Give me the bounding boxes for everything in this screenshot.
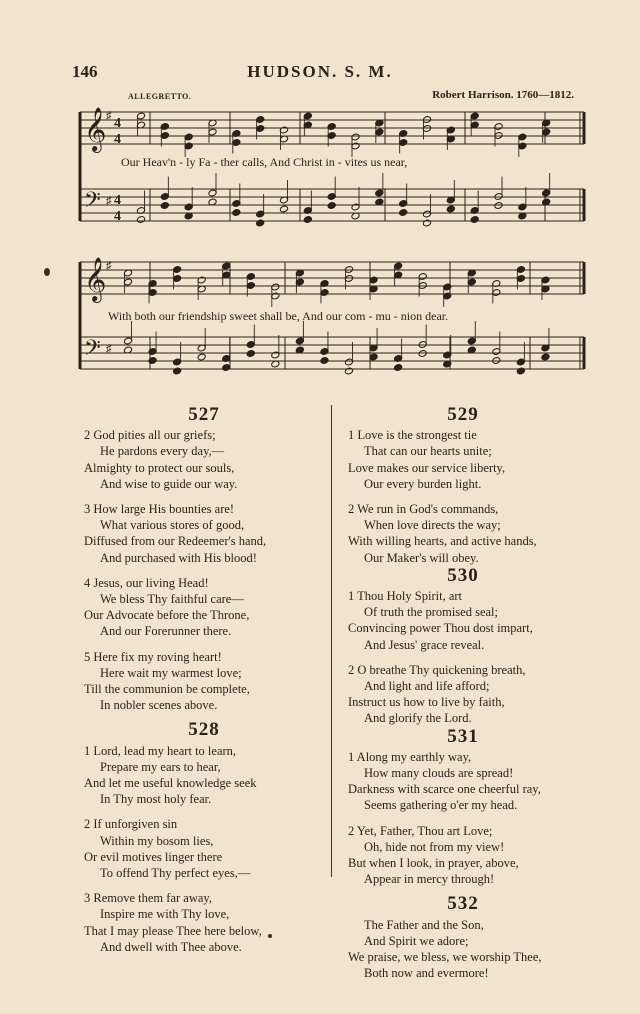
sharp-sign: ♯ [106, 195, 112, 207]
stanza [84, 427, 324, 492]
note-head [160, 202, 169, 210]
composer-credit: Robert Harrison. 1760—1812. [432, 89, 574, 101]
verse-line: And dwell with Thee above. [100, 939, 242, 954]
verse-line: Oh, hide not from my view! [364, 839, 505, 854]
note-head [303, 216, 312, 224]
note-head [422, 219, 431, 227]
music-score [0, 0, 640, 400]
sharp-sign: ♯ [106, 260, 112, 272]
note-head [327, 202, 336, 210]
note-head [494, 202, 503, 210]
ink-spot [268, 934, 272, 938]
verse-line: Till the communion be complete, [84, 682, 250, 697]
hymn-number: 531 [447, 725, 479, 747]
verse-line: Here wait my warmest love; [100, 665, 242, 680]
verse-line: He pardons every day,— [100, 444, 225, 459]
note-head [418, 350, 427, 358]
verse-line: Within my bosom lies, [100, 833, 214, 848]
verse-line: And wise to guide our way. [100, 476, 238, 491]
hymn-530 [348, 564, 578, 727]
tune-title: HUDSON. S. M. [247, 62, 393, 81]
verse-line: Of truth the promised seal; [364, 605, 498, 620]
hymn-528 [84, 719, 324, 955]
bass-clef: 𝄢 [84, 336, 101, 366]
verse-line: 3 How large His bounties are! [84, 502, 235, 517]
note-head [344, 367, 353, 375]
note-head [232, 209, 241, 217]
verse-line: We praise, we bless, we worship Thee, [348, 950, 542, 965]
stanza [84, 816, 324, 881]
verse-line: 2 God pities all our griefs; [84, 428, 216, 443]
verse-line: Appear in mercy through! [364, 872, 495, 887]
verse-line: And let me useful knowledge seek [84, 776, 257, 791]
stanza [348, 662, 578, 727]
verse-line: 4 Jesus, our living Head! [84, 575, 209, 590]
hymn-527 [84, 404, 324, 713]
note-head [470, 216, 479, 224]
verse-line: And glorify the Lord. [364, 711, 472, 726]
note-head [222, 364, 231, 372]
note-head [492, 357, 501, 365]
verse-line: Inspire me with Thy love, [100, 907, 230, 922]
verse-line: Diffused from our Redeemer's hand, [84, 534, 267, 549]
verse-line: With willing hearts, and active hands, [348, 534, 537, 549]
verse-line: 1 Love is the strongest tie [348, 428, 477, 443]
page-number: 146 [72, 62, 98, 81]
verse-line: Almighty to protect our souls, [84, 460, 235, 475]
verse-line: 2 If unforgiven sin [84, 817, 178, 832]
verse-line: We bless Thy faithful care— [100, 592, 244, 607]
verse-line: Our every burden light. [364, 476, 482, 491]
verse-line: That can our hearts unite; [364, 444, 492, 459]
hymn-number: 528 [188, 719, 220, 741]
stanza [348, 917, 578, 982]
verse-line: In nobler scenes above. [100, 698, 218, 713]
stanza [84, 890, 324, 955]
verse-line: 1 Along my earthly way, [348, 749, 472, 764]
verse-line: And Spirit we adore; [364, 933, 469, 948]
verse-line: 3 Remove them far away, [84, 891, 212, 906]
hymn-number: 527 [188, 404, 220, 425]
verse-line: 2 O breathe Thy quickening breath, [348, 662, 526, 677]
verse-line: Both now and evermore! [364, 966, 489, 981]
verse-line: To offend Thy perfect eyes,— [100, 866, 251, 881]
treble-clef: 𝄞 [84, 107, 107, 151]
note-head [446, 205, 455, 213]
note-head [197, 353, 206, 361]
bass-clef: 𝄢 [84, 188, 101, 218]
stanza [348, 749, 578, 814]
stanza [84, 575, 324, 640]
sharp-sign: ♯ [106, 343, 112, 355]
verse-line: And purchased with His blood! [100, 550, 257, 565]
hymn-531 [348, 725, 578, 888]
verse-line: That I may please Thee here below, [84, 923, 262, 938]
note-head [256, 219, 265, 227]
tempo-marking: ALLEGRETTO. [128, 92, 192, 101]
verse-line: And light and life afford; [364, 679, 490, 694]
verse-line: Prepare my ears to hear, [100, 759, 221, 774]
verse-line: The Father and the Son, [364, 917, 484, 932]
verse-line: 1 Thou Holy Spirit, art [348, 589, 463, 604]
verse-line: Convincing power Thou dost impart, [348, 621, 533, 636]
note-head [320, 357, 329, 365]
hymn-column-right [348, 405, 578, 991]
hymn-529 [348, 404, 578, 566]
verse-line: But when I look, in prayer, above, [348, 856, 519, 871]
note-head [246, 350, 255, 358]
hymn-number: 532 [447, 893, 479, 915]
verse-line: Darkness with scarce one cheerful ray, [348, 782, 541, 797]
stanza [348, 427, 578, 492]
verse-line: Our Advocate before the Throne, [84, 608, 250, 623]
ink-spot [44, 268, 50, 276]
verse-line: Instruct us how to live by faith, [348, 695, 505, 710]
hymn-column-left [84, 405, 324, 964]
verse-line: 2 Yet, Father, Thou art Love; [348, 823, 493, 838]
note-head [136, 216, 145, 224]
stanza [348, 501, 578, 566]
treble-clef: 𝄞 [84, 257, 107, 301]
verse-line: Or evil motives linger there [84, 849, 223, 864]
verse-line: When love directs the way; [364, 518, 501, 533]
note-head [399, 209, 408, 217]
note-head [173, 367, 182, 375]
verse-line: Seems gathering o'er my head. [364, 798, 518, 813]
verse-line: In Thy most holy fear. [100, 792, 212, 807]
stanza [348, 588, 578, 653]
time-signature: 4 [114, 132, 121, 147]
stanza [84, 649, 324, 714]
verse-line: Our Maker's will obey. [364, 550, 479, 565]
hymn-number: 530 [447, 564, 479, 586]
stanza [348, 823, 578, 888]
verse-line: And Jesus' grace reveal. [364, 637, 485, 652]
verse-line: 5 Here fix my roving heart! [84, 649, 222, 664]
time-signature: 4 [114, 209, 121, 224]
note-head [394, 364, 403, 372]
lyric-line-1: Our Heav'n - ly Fa - ther calls, And Christ in - vites us near, [121, 155, 408, 169]
stanza [84, 501, 324, 566]
verse-line: How many clouds are spread! [364, 766, 514, 781]
note-head [279, 205, 288, 213]
note-head [516, 367, 525, 375]
verse-line: Love makes our service liberty, [348, 460, 506, 475]
stanza [84, 743, 324, 808]
sharp-sign: ♯ [106, 110, 112, 122]
time-signature: 4 [114, 116, 121, 131]
time-signature: 4 [114, 193, 121, 208]
verse-line: 1 Lord, lead my heart to learn, [84, 743, 237, 758]
verse-line: And our Forerunner there. [100, 624, 232, 639]
hymn-number: 529 [447, 404, 479, 425]
verse-line: 2 We run in God's commands, [348, 502, 499, 517]
verse-line: What various stores of good, [100, 518, 245, 533]
note-head [541, 353, 550, 361]
note-head [148, 357, 157, 365]
hymn-532 [348, 893, 578, 981]
lyric-line-2: With both our friendship sweet shall be, And our com - mu - nion dear. [108, 309, 449, 323]
column-divider [331, 405, 332, 877]
